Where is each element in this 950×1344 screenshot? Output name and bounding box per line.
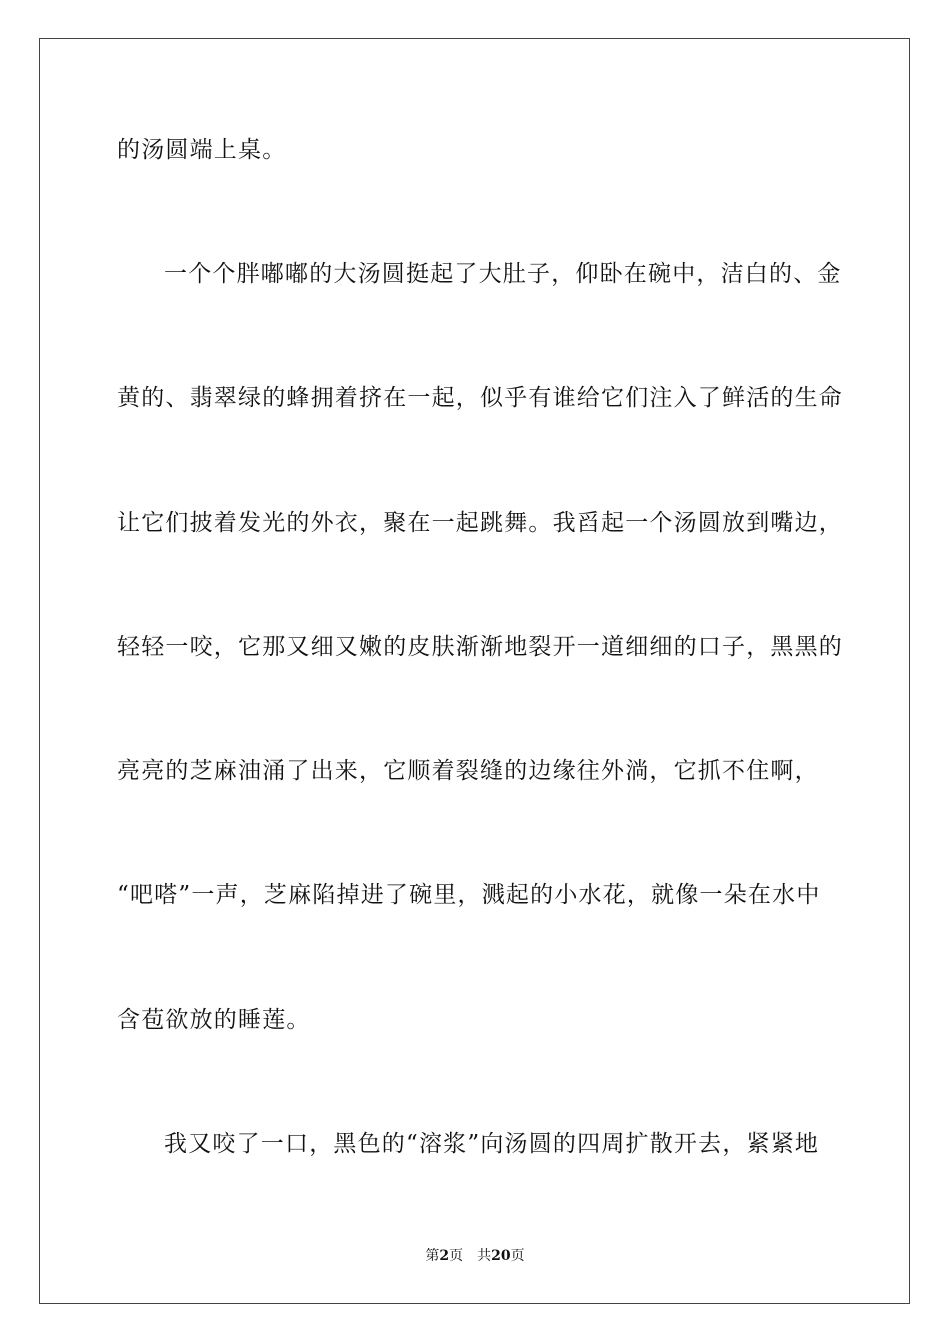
total-suffix: 页 bbox=[510, 1248, 525, 1264]
text-line-9: 我又咬了一口，黑色的“溶浆”向汤圆的四周扩散开去，紧紧地 bbox=[164, 1131, 820, 1157]
text-line-3: 黄的、翡翠绿的蜂拥着挤在一起，似乎有谁给它们注入了鲜活的生命 bbox=[117, 385, 843, 411]
text-line-8: 含苞欲放的睡莲。 bbox=[117, 1007, 311, 1033]
text-line-2: 一个个胖嘟嘟的大汤圆挺起了大肚子，仰卧在碗中，洁白的、金 bbox=[164, 261, 842, 287]
text-line-1: 的汤圆端上桌。 bbox=[117, 137, 287, 163]
page-border bbox=[39, 38, 910, 1304]
page-footer bbox=[0, 1246, 950, 1266]
text-line-7: “吧嗒”一声，芝麻陷掉进了碗里，溅起的小水花，就像一朵在水中 bbox=[117, 882, 821, 908]
text-line-6: 亮亮的芝麻油涌了出来，它顺着裂缝的边缘往外淌，它抓不住啊， bbox=[117, 758, 819, 784]
text-line-4: 让它们披着发光的外衣，聚在一起跳舞。我舀起一个汤圆放到嘴边， bbox=[117, 510, 843, 536]
text-line-5: 轻轻一咬，它那又细又嫩的皮肤渐渐地裂开一道细细的口子，黑黑的 bbox=[117, 634, 843, 660]
page-prefix: 第 bbox=[425, 1248, 440, 1264]
total-pages: 20 bbox=[491, 1248, 511, 1264]
page-number: 2 bbox=[439, 1248, 450, 1264]
page-suffix: 页 bbox=[449, 1248, 464, 1264]
total-prefix: 共 bbox=[477, 1248, 492, 1264]
